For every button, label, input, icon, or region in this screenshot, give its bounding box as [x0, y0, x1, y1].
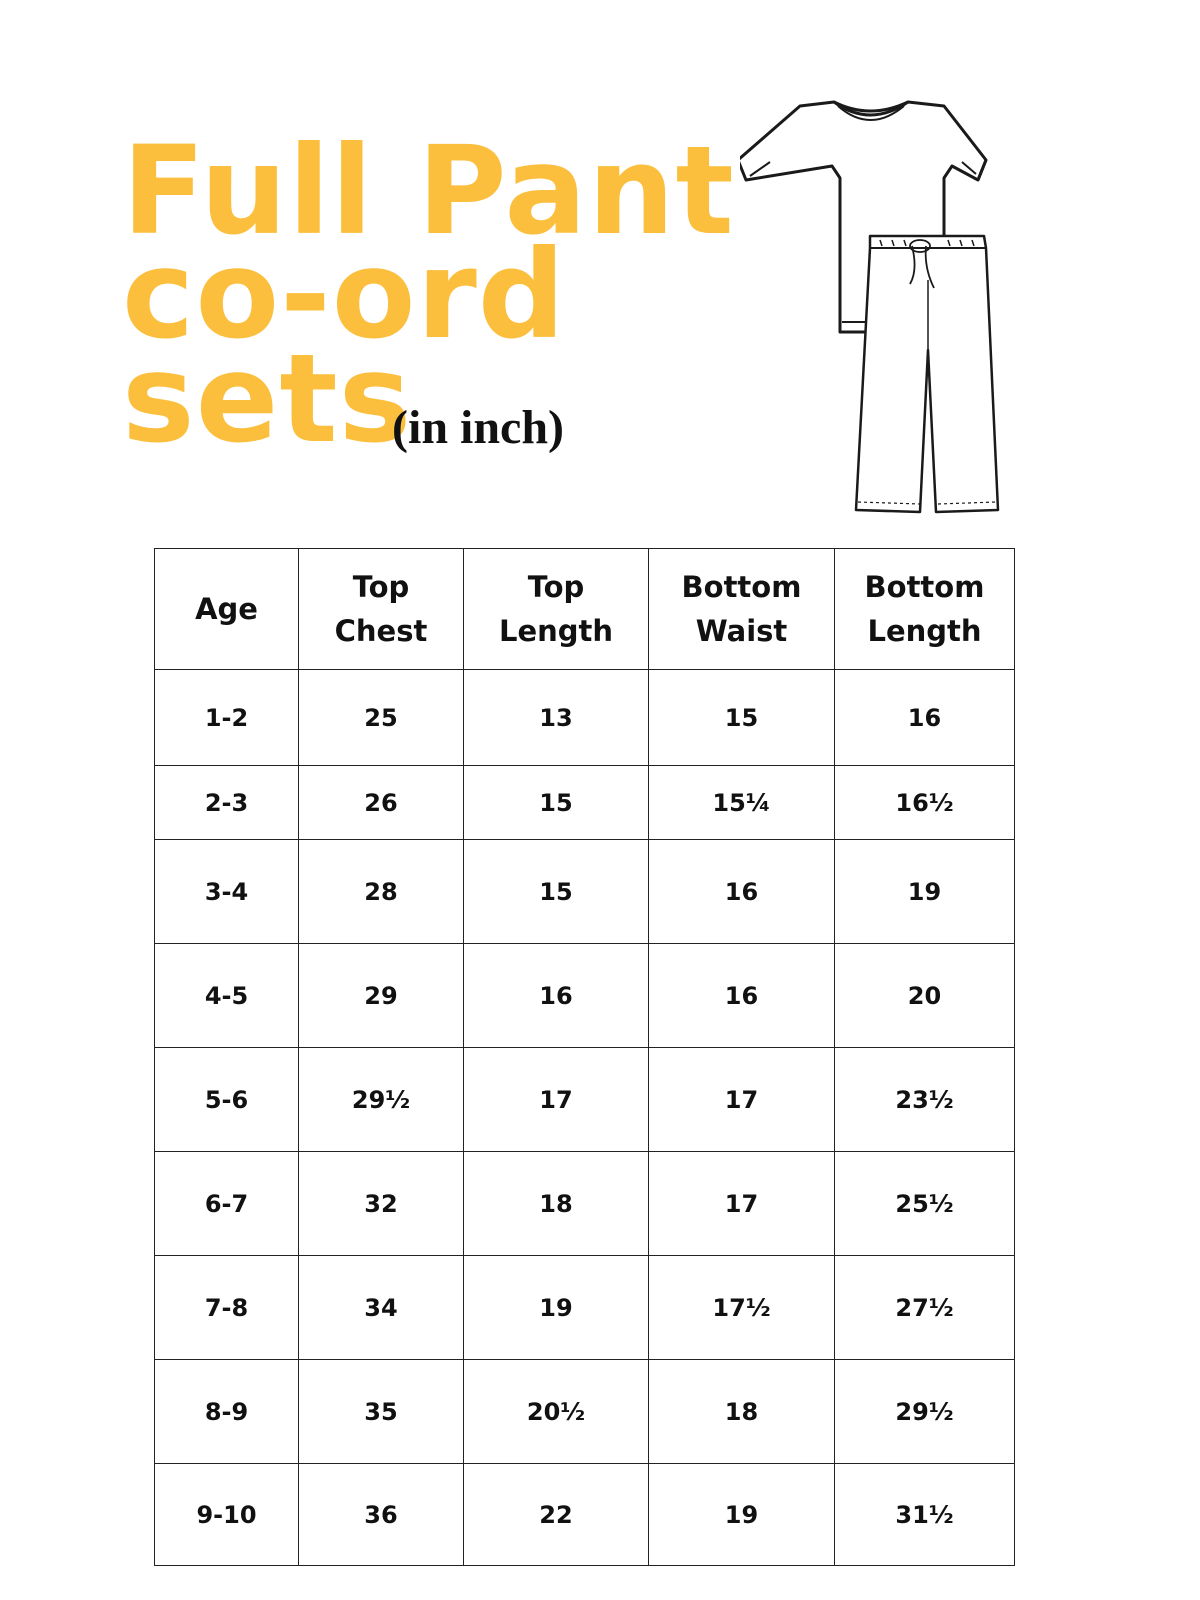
cell-bottom-waist: 15¼	[649, 766, 835, 840]
cell-top-chest: 35	[299, 1360, 464, 1464]
cell-top-length: 20½	[464, 1360, 649, 1464]
title-line-1: Full Pant	[122, 120, 735, 262]
cell-bottom-waist: 19	[649, 1464, 835, 1566]
garment-illustration	[740, 100, 1020, 540]
cell-bottom-length: 16	[835, 670, 1015, 766]
table-header-row	[155, 549, 1015, 670]
cell-bottom-waist: 16	[649, 944, 835, 1048]
cell-top-chest: 26	[299, 766, 464, 840]
cell-top-chest: 32	[299, 1152, 464, 1256]
cell-top-length: 22	[464, 1464, 649, 1566]
cell-age: 2-3	[155, 766, 299, 840]
table-row	[155, 840, 1015, 944]
table-row	[155, 1464, 1015, 1566]
cell-age: 8-9	[155, 1360, 299, 1464]
cell-bottom-waist: 15	[649, 670, 835, 766]
cell-bottom-waist: 17	[649, 1152, 835, 1256]
cell-bottom-waist: 16	[649, 840, 835, 944]
cell-top-length: 15	[464, 840, 649, 944]
cell-bottom-length: 16½	[835, 766, 1015, 840]
table-row	[155, 1152, 1015, 1256]
cell-top-chest: 29	[299, 944, 464, 1048]
header-bottom-length: Bottom Length	[835, 549, 1015, 670]
title-line-2: co-ord	[122, 224, 567, 366]
table-row	[155, 1256, 1015, 1360]
cell-top-chest: 28	[299, 840, 464, 944]
cell-top-chest: 36	[299, 1464, 464, 1566]
cell-top-length: 15	[464, 766, 649, 840]
table-row	[155, 1048, 1015, 1152]
cell-top-chest: 29½	[299, 1048, 464, 1152]
cell-bottom-waist: 17	[649, 1048, 835, 1152]
cell-bottom-waist: 18	[649, 1360, 835, 1464]
cell-age: 7-8	[155, 1256, 299, 1360]
header-age: Age	[155, 549, 299, 670]
header-bottom-waist: Bottom Waist	[649, 549, 835, 670]
header-top-chest: Top Chest	[299, 549, 464, 670]
table-row	[155, 670, 1015, 766]
table-row	[155, 766, 1015, 840]
cell-age: 3-4	[155, 840, 299, 944]
cell-top-chest: 34	[299, 1256, 464, 1360]
cell-bottom-length: 31½	[835, 1464, 1015, 1566]
cell-age: 4-5	[155, 944, 299, 1048]
table-row	[155, 1360, 1015, 1464]
cell-top-length: 18	[464, 1152, 649, 1256]
cell-age: 1-2	[155, 670, 299, 766]
cell-bottom-waist: 17½	[649, 1256, 835, 1360]
title-line-3: sets	[122, 328, 413, 470]
unit-label: (in inch)	[392, 401, 565, 454]
cell-age: 9-10	[155, 1464, 299, 1566]
header-top-length: Top Length	[464, 549, 649, 670]
size-chart-table	[154, 548, 1015, 1566]
cell-bottom-length: 29½	[835, 1360, 1015, 1464]
cell-bottom-length: 25½	[835, 1152, 1015, 1256]
cell-bottom-length: 23½	[835, 1048, 1015, 1152]
cell-top-length: 16	[464, 944, 649, 1048]
cell-top-chest: 25	[299, 670, 464, 766]
cell-bottom-length: 19	[835, 840, 1015, 944]
table-row	[155, 944, 1015, 1048]
cell-bottom-length: 20	[835, 944, 1015, 1048]
pants-icon	[856, 236, 998, 512]
cell-top-length: 13	[464, 670, 649, 766]
cell-age: 6-7	[155, 1152, 299, 1256]
cell-age: 5-6	[155, 1048, 299, 1152]
cell-top-length: 19	[464, 1256, 649, 1360]
cell-top-length: 17	[464, 1048, 649, 1152]
cell-bottom-length: 27½	[835, 1256, 1015, 1360]
